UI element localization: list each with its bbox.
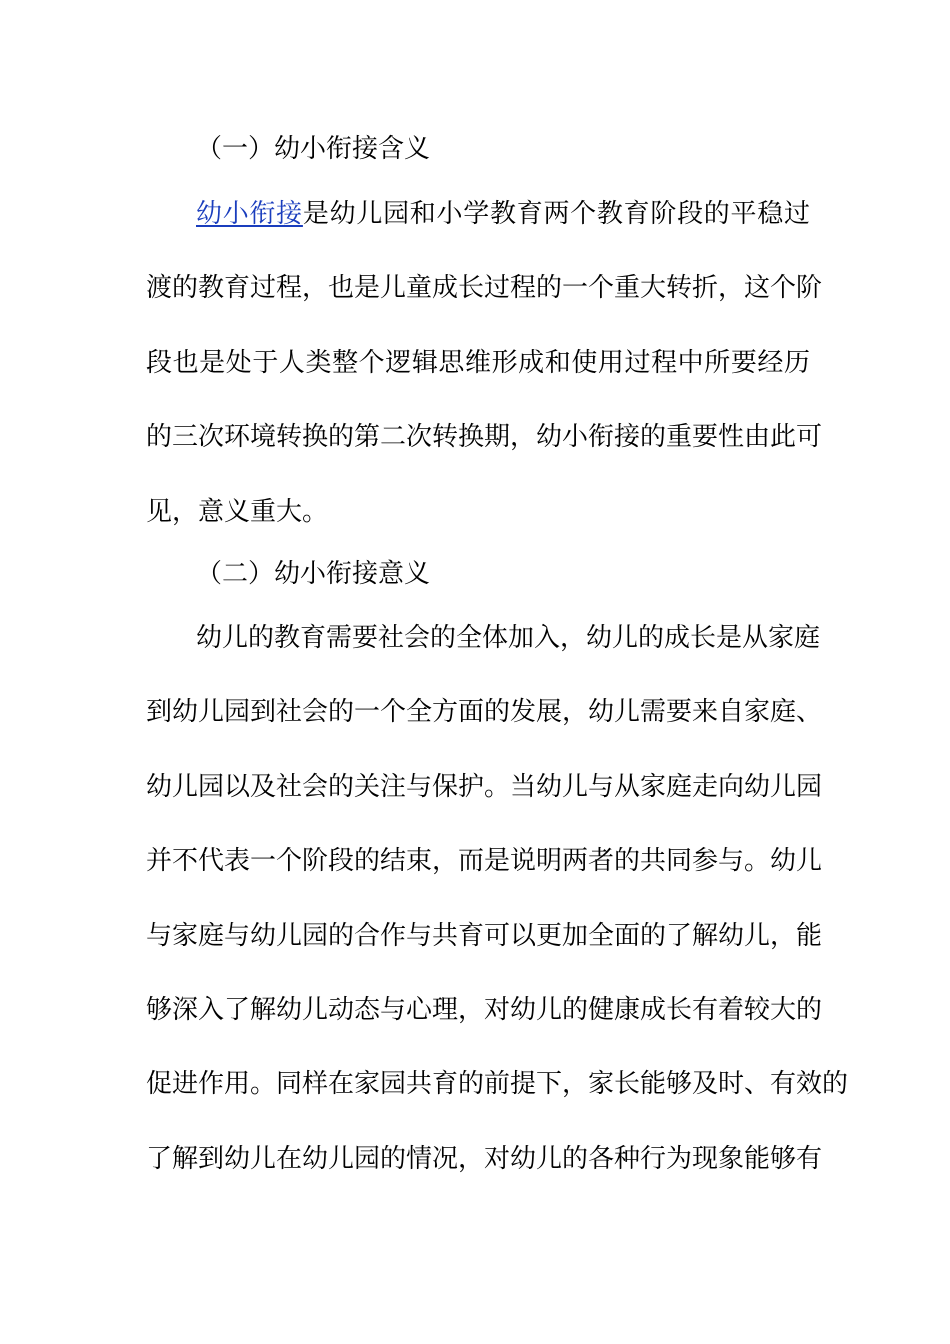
paragraph-line: 到幼儿园到社会的一个全方面的发展，幼儿需要来自家庭、	[146, 697, 823, 728]
paragraph-line: 够深入了解幼儿动态与心理，对幼儿的健康成长有着较大的	[146, 995, 823, 1026]
paragraph-line: 见，意义重大。	[146, 496, 329, 527]
paragraph-line: 幼儿园以及社会的关注与保护。当幼儿与从家庭走向幼儿园	[146, 771, 823, 802]
paragraph-line: 并不代表一个阶段的结束，而是说明两者的共同参与。幼儿	[146, 846, 823, 877]
paragraph-line: 与家庭与幼儿园的合作与共育可以更加全面的了解幼儿，能	[146, 920, 823, 951]
paragraph-definition	[146, 177, 823, 549]
paragraph-line: 了解到幼儿在幼儿园的情况，对幼儿的各种行为现象能够有	[146, 1143, 823, 1174]
section-heading-significance: （二）幼小衔接意义	[196, 559, 431, 589]
paragraph-line: 幼儿的教育需要社会的全体加入，幼儿的成长是从家庭	[196, 623, 821, 653]
section-heading-definition: （一）幼小衔接含义	[196, 134, 431, 164]
paragraph-line: 渡的教育过程，也是儿童成长过程的一个重大转折，这个阶	[146, 273, 823, 304]
paragraph-significance	[146, 601, 849, 1196]
term-link[interactable]: 幼小衔接	[196, 199, 303, 229]
paragraph-line: 的三次环境转换的第二次转换期，幼小衔接的重要性由此可	[146, 422, 823, 453]
paragraph-line: 促进作用。同样在家园共育的前提下，家长能够及时、有效的	[146, 1069, 849, 1100]
paragraph-line	[146, 177, 810, 251]
paragraph-line: 段也是处于人类整个逻辑思维形成和使用过程中所要经历	[146, 347, 810, 378]
line-text: 是幼儿园和小学教育两个教育阶段的平稳过	[302, 199, 810, 229]
